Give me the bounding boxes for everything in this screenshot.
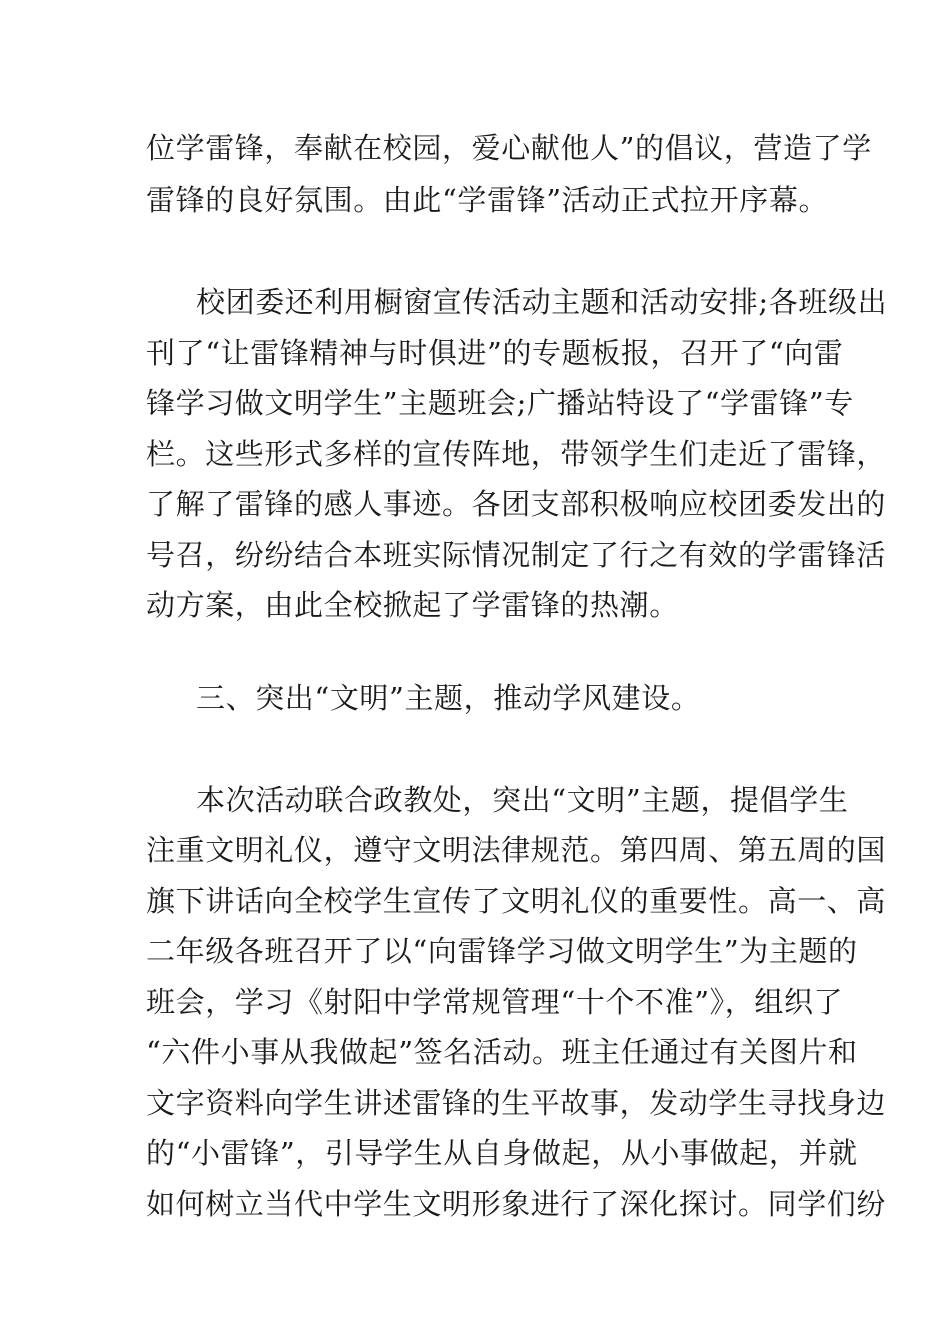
paragraph-2-line-7: 动方案，由此全校掀起了学雷锋的热潮。 xyxy=(146,588,679,622)
paragraph-2-line-2: 刊了“让雷锋精神与时俱进”的专题板报，召开了“向雷 xyxy=(146,336,844,370)
paragraph-2-line-5: 了解了雷锋的感人事迹。各团支部积极响应校团委发出的 xyxy=(146,487,887,521)
paragraph-2-line-3: 锋学习做文明学生”主题班会;广播站特设了“学雷锋”专 xyxy=(146,386,854,420)
paragraph-4-line-9: 如何树立当代中学生文明形象进行了深化探讨。同学们纷 xyxy=(146,1187,887,1221)
paragraph-4-line-3: 旗下讲话向全校学生宣传了文明礼仪的重要性。高一、高 xyxy=(146,884,887,918)
paragraph-2-line-1: 校团委还利用橱窗宣传活动主题和活动安排;各班级出 xyxy=(196,285,888,319)
paragraph-2-line-6: 号召，纷纷结合本班实际情况制定了行之有效的学雷锋活 xyxy=(146,538,887,572)
paragraph-4-line-6: “六件小事从我做起”签名活动。班主任通过有关图片和 xyxy=(146,1035,858,1069)
paragraph-4-line-5: 班会，学习《射阳中学常规管理“十个不准”》，组织了 xyxy=(146,985,844,1019)
paragraph-1-line-2: 雷锋的良好氛围。由此“学雷锋”活动正式拉开序幕。 xyxy=(146,183,829,217)
paragraph-2-line-4: 栏。这些形式多样的宣传阵地，带领学生们走近了雷锋， xyxy=(146,437,887,471)
paragraph-1-line-1: 位学雷锋，奉献在校园，爱心献他人”的倡议，营造了学 xyxy=(146,131,872,165)
paragraph-4-line-1: 本次活动联合政教处，突出“文明”主题，提倡学生 xyxy=(196,783,849,817)
paragraph-4-line-7: 文字资料向学生讲述雷锋的生平故事，发动学生寻找身边 xyxy=(146,1086,887,1120)
paragraph-4-line-8: 的“小雷锋”，引导学生从自身做起，从小事做起，并就 xyxy=(146,1136,858,1170)
section-heading: 三、突出“文明”主题，推动学风建设。 xyxy=(196,681,701,715)
paragraph-4-line-4: 二年级各班召开了以“向雷锋学习做文明学生”为主题的 xyxy=(146,934,858,968)
paragraph-4-line-2: 注重文明礼仪，遵守文明法律规范。第四周、第五周的国 xyxy=(146,833,887,867)
